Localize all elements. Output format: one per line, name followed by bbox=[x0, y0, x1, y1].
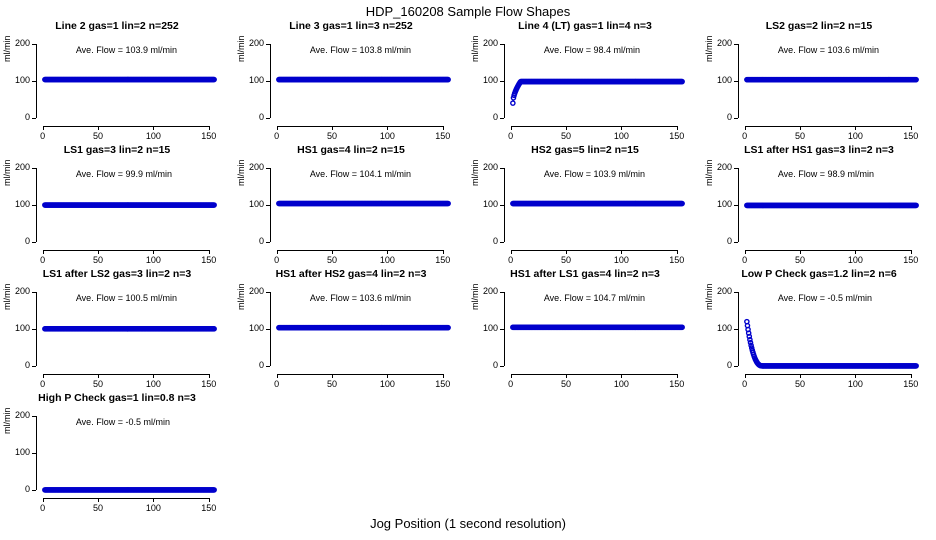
x-tick bbox=[209, 126, 210, 130]
panel-title: Low P Check gas=1.2 lin=2 n=6 bbox=[741, 268, 897, 280]
y-axis-label: ml/min bbox=[236, 35, 246, 62]
y-axis-label: ml/min bbox=[236, 159, 246, 186]
chart-panel bbox=[234, 266, 468, 390]
x-tick bbox=[387, 374, 388, 378]
panel-title: HS1 after HS2 gas=4 lin=2 n=3 bbox=[275, 268, 427, 280]
x-tick bbox=[677, 250, 678, 254]
x-tick bbox=[98, 498, 99, 502]
data-series bbox=[504, 160, 690, 250]
x-tick bbox=[855, 250, 856, 254]
x-tick-label: 100 bbox=[613, 131, 629, 141]
y-tick-label: 200 bbox=[248, 38, 264, 49]
x-tick-label: 50 bbox=[92, 379, 103, 389]
plot-area bbox=[482, 284, 690, 389]
y-tick-label: 0 bbox=[492, 235, 498, 246]
x-tick bbox=[387, 250, 388, 254]
data-series bbox=[36, 284, 222, 374]
x-tick-label: 0 bbox=[40, 503, 46, 513]
chart-panel bbox=[702, 142, 936, 266]
x-tick-label: 150 bbox=[201, 131, 217, 141]
x-axis-line bbox=[43, 250, 209, 251]
panel-title: LS1 after LS2 gas=3 lin=2 n=3 bbox=[42, 268, 192, 280]
x-tick-label: 50 bbox=[560, 255, 571, 265]
x-tick-label: 100 bbox=[145, 131, 161, 141]
x-tick bbox=[98, 374, 99, 378]
x-tick bbox=[911, 374, 912, 378]
y-tick-label: 0 bbox=[726, 235, 732, 246]
y-tick-label: 0 bbox=[726, 359, 732, 370]
x-tick-label: 100 bbox=[613, 379, 629, 389]
y-tick-label: 200 bbox=[716, 38, 732, 49]
x-tick-label: 150 bbox=[903, 255, 919, 265]
x-tick-label: 50 bbox=[560, 131, 571, 141]
x-axis-line bbox=[43, 126, 209, 127]
panel-grid bbox=[0, 18, 936, 516]
data-series bbox=[738, 284, 924, 374]
x-tick bbox=[800, 250, 801, 254]
panel-title: LS1 gas=3 lin=2 n=15 bbox=[63, 144, 171, 156]
x-tick-label: 150 bbox=[201, 255, 217, 265]
x-tick-label: 50 bbox=[794, 379, 805, 389]
panel-title: HS1 gas=4 lin=2 n=15 bbox=[297, 144, 405, 156]
x-tick bbox=[745, 250, 746, 254]
x-tick bbox=[855, 126, 856, 130]
plot-area bbox=[14, 408, 222, 513]
ave-flow-annotation: Ave. Flow = 100.5 ml/min bbox=[75, 293, 177, 304]
x-tick bbox=[911, 126, 912, 130]
x-tick-label: 150 bbox=[903, 131, 919, 141]
data-series bbox=[270, 284, 456, 374]
plot-area bbox=[716, 284, 924, 389]
x-tick-label: 50 bbox=[794, 131, 805, 141]
y-tick-label: 100 bbox=[248, 199, 264, 209]
x-tick bbox=[855, 374, 856, 378]
x-tick bbox=[566, 374, 567, 378]
y-tick-label: 0 bbox=[24, 111, 30, 122]
y-tick-label: 100 bbox=[248, 323, 264, 333]
x-tick-label: 50 bbox=[326, 131, 337, 141]
ave-flow-annotation: Ave. Flow = 103.9 ml/min bbox=[75, 45, 177, 56]
y-tick-label: 200 bbox=[14, 410, 30, 421]
x-tick bbox=[511, 374, 512, 378]
chart-panel bbox=[702, 18, 936, 142]
x-tick-label: 100 bbox=[145, 255, 161, 265]
x-tick-label: 150 bbox=[903, 379, 919, 389]
y-axis-label: ml/min bbox=[470, 283, 480, 310]
y-tick-label: 100 bbox=[248, 75, 264, 85]
x-tick-label: 100 bbox=[379, 379, 395, 389]
x-tick bbox=[621, 250, 622, 254]
x-tick-label: 0 bbox=[508, 379, 514, 389]
ave-flow-annotation: Ave. Flow = -0.5 ml/min bbox=[777, 293, 872, 304]
y-tick-label: 100 bbox=[716, 323, 732, 333]
x-tick-label: 0 bbox=[742, 131, 748, 141]
data-series bbox=[738, 160, 924, 250]
x-tick-label: 50 bbox=[326, 255, 337, 265]
x-tick bbox=[511, 250, 512, 254]
x-tick bbox=[153, 126, 154, 130]
x-tick-label: 100 bbox=[847, 131, 863, 141]
chart-panel bbox=[702, 266, 936, 390]
y-tick-label: 100 bbox=[482, 199, 498, 209]
x-tick-label: 0 bbox=[40, 255, 46, 265]
y-axis-label: ml/min bbox=[470, 35, 480, 62]
x-tick-label: 50 bbox=[92, 503, 103, 513]
x-tick-label: 100 bbox=[379, 255, 395, 265]
y-tick-label: 100 bbox=[14, 199, 30, 209]
x-tick bbox=[277, 250, 278, 254]
panel-title: HS1 after LS1 gas=4 lin=2 n=3 bbox=[510, 268, 660, 280]
x-axis-line bbox=[511, 374, 677, 375]
y-tick-label: 200 bbox=[14, 286, 30, 297]
x-tick-label: 100 bbox=[145, 503, 161, 513]
x-tick-label: 0 bbox=[742, 255, 748, 265]
x-tick bbox=[277, 374, 278, 378]
x-tick-label: 150 bbox=[669, 255, 685, 265]
x-tick-label: 50 bbox=[794, 255, 805, 265]
x-tick bbox=[153, 498, 154, 502]
x-tick-label: 0 bbox=[40, 131, 46, 141]
x-tick bbox=[566, 126, 567, 130]
x-tick bbox=[153, 374, 154, 378]
chart-panel bbox=[0, 18, 234, 142]
y-tick-label: 0 bbox=[726, 111, 732, 122]
y-tick-label: 0 bbox=[24, 359, 30, 370]
data-series bbox=[504, 36, 690, 126]
ave-flow-annotation: Ave. Flow = 98.9 ml/min bbox=[777, 169, 874, 180]
x-tick bbox=[209, 374, 210, 378]
chart-panel bbox=[234, 142, 468, 266]
y-tick-label: 0 bbox=[492, 111, 498, 122]
x-axis-line bbox=[745, 126, 911, 127]
y-tick-label: 0 bbox=[492, 359, 498, 370]
plot-area bbox=[248, 36, 456, 141]
x-tick-label: 0 bbox=[274, 131, 280, 141]
y-tick-label: 100 bbox=[482, 75, 498, 85]
y-tick-label: 200 bbox=[482, 162, 498, 173]
x-axis-label: Jog Position (1 second resolution) bbox=[370, 516, 566, 531]
chart-panel bbox=[468, 18, 702, 142]
y-tick-label: 200 bbox=[482, 38, 498, 49]
y-axis-label: ml/min bbox=[2, 407, 12, 434]
chart-panel bbox=[0, 266, 234, 390]
x-tick bbox=[677, 374, 678, 378]
x-tick bbox=[911, 250, 912, 254]
plot-area bbox=[716, 160, 924, 265]
x-tick bbox=[209, 250, 210, 254]
x-tick bbox=[332, 126, 333, 130]
panel-title: Line 4 (LT) gas=1 lin=4 n=3 bbox=[518, 20, 652, 32]
y-axis-label: ml/min bbox=[704, 35, 714, 62]
x-tick bbox=[443, 250, 444, 254]
x-tick-label: 0 bbox=[274, 379, 280, 389]
y-tick-label: 200 bbox=[716, 162, 732, 173]
x-tick bbox=[43, 126, 44, 130]
x-tick-label: 0 bbox=[508, 131, 514, 141]
y-axis-label: ml/min bbox=[470, 159, 480, 186]
ave-flow-annotation: Ave. Flow = 98.4 ml/min bbox=[543, 45, 640, 56]
x-tick-label: 150 bbox=[669, 379, 685, 389]
x-tick bbox=[43, 374, 44, 378]
y-tick-label: 100 bbox=[716, 75, 732, 85]
y-axis-label: ml/min bbox=[2, 159, 12, 186]
x-tick bbox=[443, 374, 444, 378]
plot-area bbox=[14, 36, 222, 141]
x-tick-label: 50 bbox=[92, 255, 103, 265]
plot-area bbox=[248, 284, 456, 389]
x-axis-line bbox=[277, 250, 443, 251]
x-tick-label: 50 bbox=[92, 131, 103, 141]
x-tick-label: 150 bbox=[669, 131, 685, 141]
y-axis-label: ml/min bbox=[236, 283, 246, 310]
ave-flow-annotation: Ave. Flow = 99.9 ml/min bbox=[75, 169, 172, 180]
x-tick-label: 0 bbox=[508, 255, 514, 265]
page-title: HDP_160208 Sample Flow Shapes bbox=[365, 4, 571, 19]
x-tick bbox=[98, 126, 99, 130]
x-axis-line bbox=[745, 374, 911, 375]
panel-title: LS1 after HS1 gas=3 lin=2 n=3 bbox=[744, 144, 894, 156]
x-tick-label: 150 bbox=[435, 255, 451, 265]
chart-panel bbox=[234, 18, 468, 142]
plot-area bbox=[14, 160, 222, 265]
y-tick-label: 100 bbox=[14, 323, 30, 333]
ave-flow-annotation: Ave. Flow = -0.5 ml/min bbox=[75, 417, 170, 428]
x-tick-label: 100 bbox=[613, 255, 629, 265]
y-tick-label: 200 bbox=[482, 286, 498, 297]
x-tick-label: 100 bbox=[847, 255, 863, 265]
x-axis-line bbox=[277, 126, 443, 127]
x-tick-label: 0 bbox=[40, 379, 46, 389]
panel-title: HS2 gas=5 lin=2 n=15 bbox=[531, 144, 639, 156]
x-tick bbox=[98, 250, 99, 254]
x-axis-line bbox=[511, 126, 677, 127]
ave-flow-annotation: Ave. Flow = 104.1 ml/min bbox=[309, 169, 411, 180]
y-tick-label: 200 bbox=[716, 286, 732, 297]
x-tick bbox=[153, 250, 154, 254]
x-tick bbox=[745, 374, 746, 378]
x-tick bbox=[332, 374, 333, 378]
ave-flow-annotation: Ave. Flow = 104.7 ml/min bbox=[543, 293, 645, 304]
y-tick-label: 200 bbox=[248, 286, 264, 297]
x-tick bbox=[511, 126, 512, 130]
data-series bbox=[36, 408, 222, 498]
ave-flow-annotation: Ave. Flow = 103.8 ml/min bbox=[309, 45, 411, 56]
y-axis-label: ml/min bbox=[704, 159, 714, 186]
x-tick bbox=[443, 126, 444, 130]
chart-panel bbox=[0, 142, 234, 266]
ave-flow-annotation: Ave. Flow = 103.6 ml/min bbox=[309, 293, 411, 304]
x-tick-label: 150 bbox=[201, 503, 217, 513]
y-tick-label: 0 bbox=[24, 483, 30, 494]
ave-flow-annotation: Ave. Flow = 103.9 ml/min bbox=[543, 169, 645, 180]
y-tick-label: 200 bbox=[248, 162, 264, 173]
y-axis-label: ml/min bbox=[2, 283, 12, 310]
y-tick-label: 100 bbox=[14, 75, 30, 85]
x-tick bbox=[621, 374, 622, 378]
x-tick-label: 100 bbox=[379, 131, 395, 141]
y-tick-label: 100 bbox=[716, 199, 732, 209]
data-series bbox=[270, 160, 456, 250]
x-tick-label: 150 bbox=[435, 131, 451, 141]
x-tick bbox=[566, 250, 567, 254]
x-tick-label: 0 bbox=[742, 379, 748, 389]
y-tick-label: 200 bbox=[14, 38, 30, 49]
plot-area bbox=[716, 36, 924, 141]
ave-flow-annotation: Ave. Flow = 103.6 ml/min bbox=[777, 45, 879, 56]
y-tick-label: 100 bbox=[482, 323, 498, 333]
plot-area bbox=[248, 160, 456, 265]
y-tick-label: 100 bbox=[14, 447, 30, 457]
x-tick bbox=[800, 126, 801, 130]
x-tick-label: 100 bbox=[145, 379, 161, 389]
x-tick bbox=[209, 498, 210, 502]
x-axis-line bbox=[511, 250, 677, 251]
y-tick-label: 200 bbox=[14, 162, 30, 173]
y-tick-label: 0 bbox=[258, 359, 264, 370]
x-tick-label: 50 bbox=[560, 379, 571, 389]
y-tick-label: 0 bbox=[258, 111, 264, 122]
y-axis-label: ml/min bbox=[704, 283, 714, 310]
panel-title: High P Check gas=1 lin=0.8 n=3 bbox=[38, 392, 196, 404]
y-tick-label: 0 bbox=[258, 235, 264, 246]
x-tick-label: 50 bbox=[326, 379, 337, 389]
data-series bbox=[36, 36, 222, 126]
x-axis-line bbox=[43, 374, 209, 375]
y-tick-label: 0 bbox=[24, 235, 30, 246]
data-series bbox=[738, 36, 924, 126]
plot-area bbox=[14, 284, 222, 389]
data-series bbox=[270, 36, 456, 126]
x-tick bbox=[387, 126, 388, 130]
x-tick bbox=[43, 498, 44, 502]
data-series bbox=[36, 160, 222, 250]
chart-panel bbox=[468, 266, 702, 390]
x-axis-line bbox=[745, 250, 911, 251]
plot-area bbox=[482, 160, 690, 265]
panel-title: Line 2 gas=1 lin=2 n=252 bbox=[55, 20, 179, 32]
x-tick-label: 100 bbox=[847, 379, 863, 389]
x-tick bbox=[800, 374, 801, 378]
x-tick-label: 0 bbox=[274, 255, 280, 265]
x-tick bbox=[43, 250, 44, 254]
x-tick bbox=[745, 126, 746, 130]
panel-title: Line 3 gas=1 lin=3 n=252 bbox=[289, 20, 413, 32]
x-tick-label: 150 bbox=[201, 379, 217, 389]
x-tick bbox=[621, 126, 622, 130]
x-tick bbox=[332, 250, 333, 254]
panel-title: LS2 gas=2 lin=2 n=15 bbox=[765, 20, 873, 32]
x-axis-line bbox=[43, 498, 209, 499]
x-tick bbox=[677, 126, 678, 130]
x-tick-label: 150 bbox=[435, 379, 451, 389]
plot-area bbox=[482, 36, 690, 141]
y-axis-label: ml/min bbox=[2, 35, 12, 62]
x-axis-line bbox=[277, 374, 443, 375]
chart-panel bbox=[0, 390, 234, 514]
data-series bbox=[504, 284, 690, 374]
chart-panel bbox=[468, 142, 702, 266]
x-tick bbox=[277, 126, 278, 130]
